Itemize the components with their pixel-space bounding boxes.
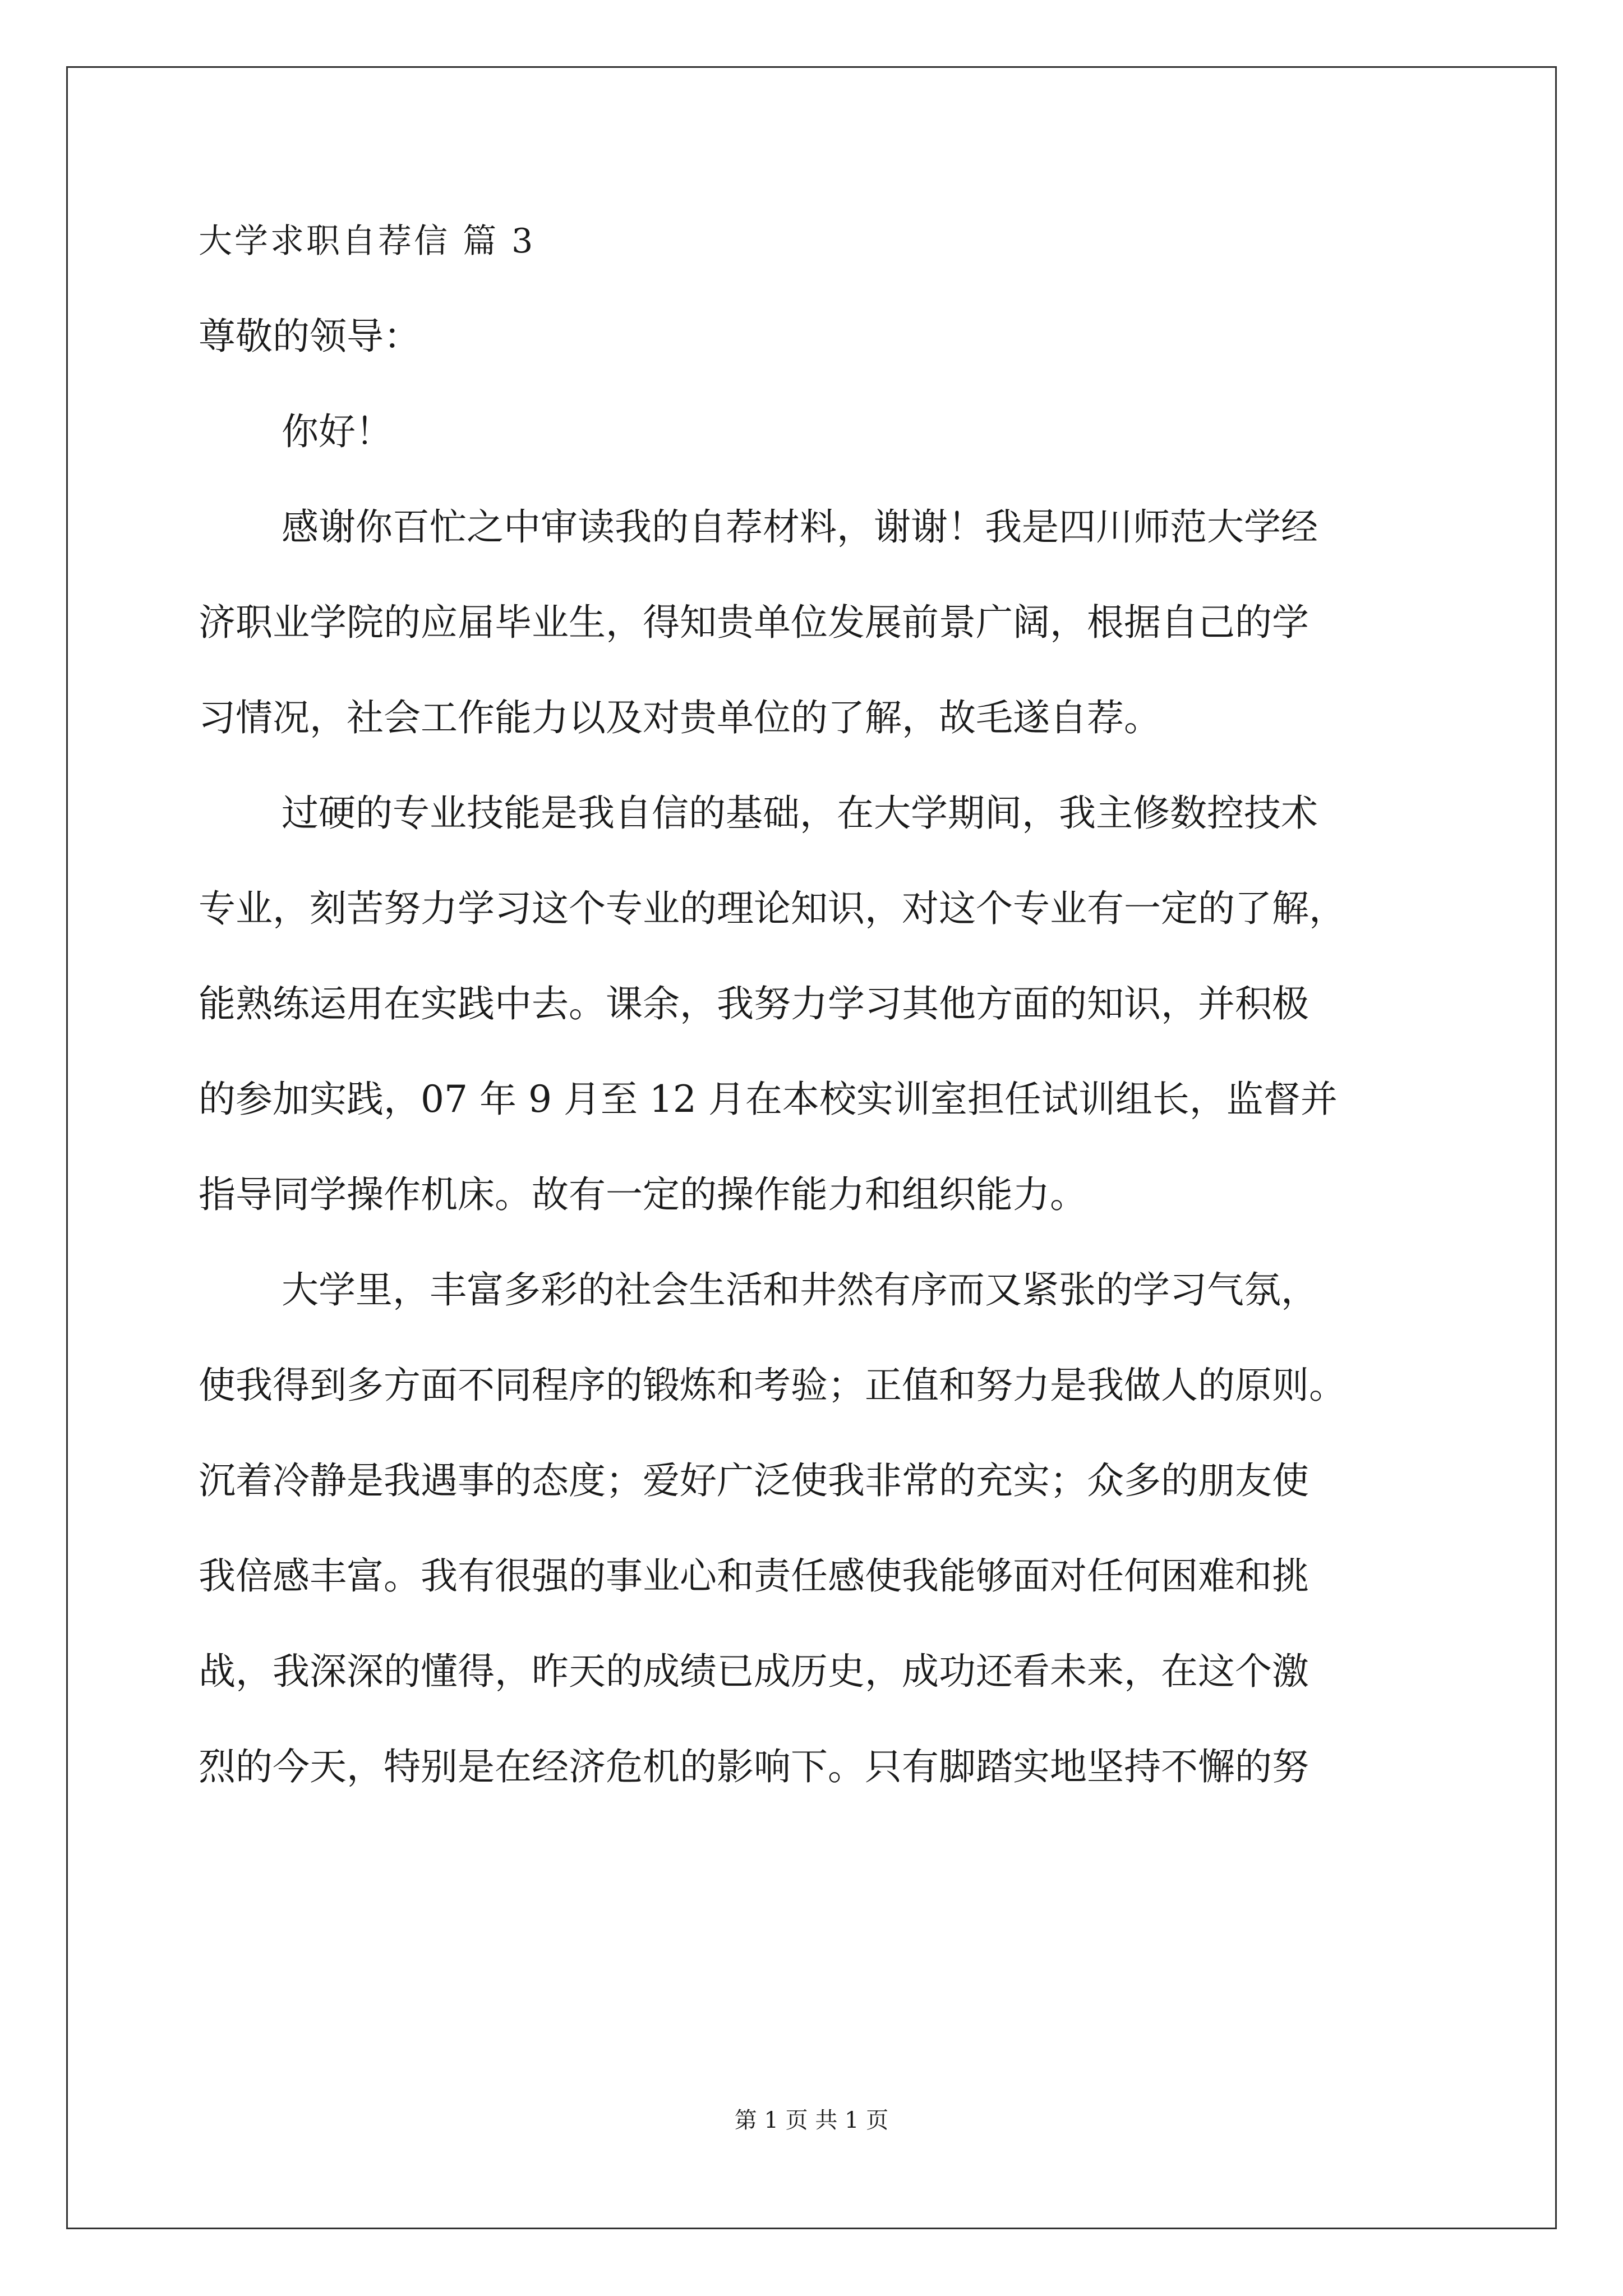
paragraph-line: 感谢你百忙之中审读我的自荐材料，谢谢！我是四川师范大学经	[282, 505, 1318, 549]
salutation: 尊敬的领导：	[199, 315, 421, 358]
paragraph-line: 的参加实践，07 年 9 月至 12 月在本校实训室担任试训组长，监督并	[199, 1078, 1338, 1121]
document-title: 大学求职自荐信 篇 3	[199, 222, 536, 261]
paragraph-line: 专业，刻苦努力学习这个专业的理论知识，对这个专业有一定的了解，	[199, 887, 1346, 930]
paragraph-line: 习情况，社会工作能力以及对贵单位的了解，故毛遂自荐。	[199, 696, 1161, 739]
paragraph-line: 使我得到多方面不同程序的锻炼和考验；正值和努力是我做人的原则。	[199, 1364, 1346, 1407]
paragraph-line: 战，我深深的懂得，昨天的成绩已成历史，成功还看未来，在这个激	[199, 1650, 1309, 1693]
paragraph-1	[199, 494, 1460, 752]
paragraph-line: 我倍感丰富。我有很强的事业心和责任感使我能够面对任何困难和挑	[199, 1554, 1309, 1598]
greeting: 你好！	[282, 410, 393, 453]
paragraph-line: 沉着冷静是我遇事的态度；爱好广泛使我非常的充实；众多的朋友使	[199, 1459, 1309, 1502]
paragraph-line: 过硬的专业技能是我自信的基础，在大学期间，我主修数控技术	[282, 792, 1318, 835]
paragraph-line: 济职业学院的应届毕业生，得知贵单位发展前景广阔，根据自己的学	[199, 601, 1309, 644]
paragraph-line: 烈的今天，特别是在经济危机的影响下。只有脚踏实地坚持不懈的努	[199, 1745, 1309, 1788]
paragraph-line: 能熟练运用在实践中去。课余，我努力学习其他方面的知识，并积极	[199, 982, 1309, 1025]
paragraph-3	[199, 1257, 1460, 1801]
paragraph-line: 指导同学操作机床。故有一定的操作能力和组织能力。	[199, 1173, 1087, 1216]
letter-body	[199, 208, 1460, 1801]
paragraph-line: 大学里，丰富多彩的社会生活和井然有序而又紧张的学习气氛，	[282, 1268, 1318, 1312]
paragraph-2	[199, 780, 1460, 1228]
page-number-footer: 第 1 页 共 1 页	[734, 2108, 889, 2133]
